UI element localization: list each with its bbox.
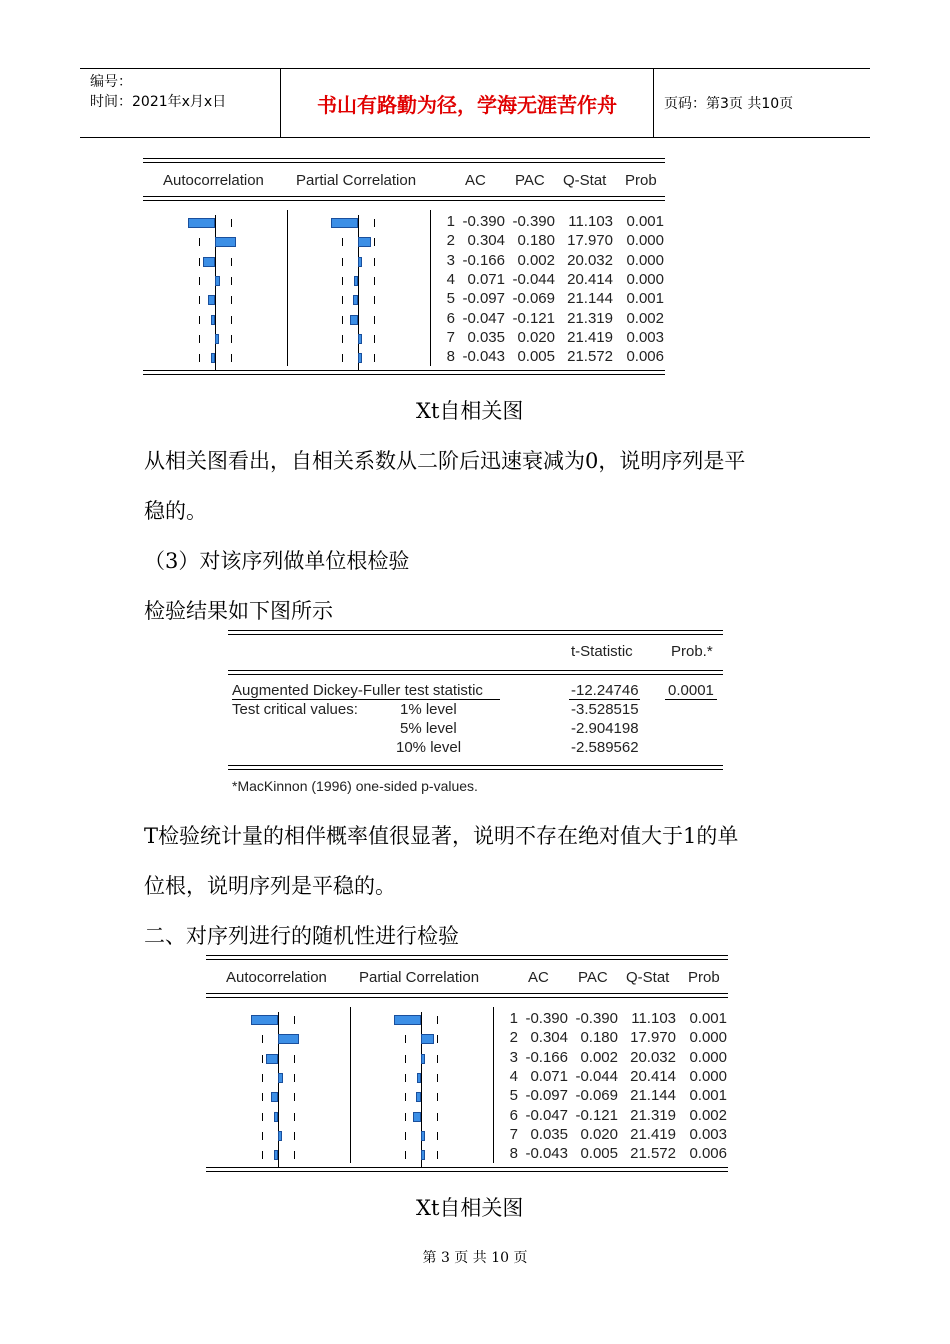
zero-axis <box>215 350 216 370</box>
zero-axis <box>421 1070 422 1090</box>
prob-cell: 0.006 <box>689 1145 727 1163</box>
ac-cell: -0.390 <box>462 213 505 230</box>
table-rule <box>228 765 723 770</box>
ac-cell: -0.390 <box>525 1010 568 1027</box>
zero-axis <box>421 1012 422 1032</box>
zero-axis <box>278 1147 279 1167</box>
lag-cell: 3 <box>509 1048 518 1066</box>
time-label: 时间：2021年x月x日 <box>90 94 227 110</box>
page-footer: 第 3 页 共 10 页 <box>422 1250 528 1266</box>
ac-cell: -0.043 <box>462 348 505 366</box>
lag-cell: 7 <box>446 328 455 346</box>
confidence-bound <box>294 1016 295 1024</box>
ac-bar <box>188 218 215 228</box>
confidence-bound <box>437 1151 438 1159</box>
header-q-stat: Q-Stat <box>563 172 607 189</box>
figure-caption: Xt自相关图 <box>416 1196 524 1220</box>
page-label: 页码：第3页 共10页 <box>664 96 794 112</box>
pac-bar <box>350 315 358 325</box>
q-stat-cell: 21.319 <box>567 309 613 327</box>
confidence-bound <box>437 1016 438 1024</box>
prob-cell: 0.001 <box>626 213 664 230</box>
confidence-bound <box>262 1093 263 1101</box>
q-stat-cell: 11.103 <box>631 1010 676 1027</box>
confidence-bound <box>437 1055 438 1063</box>
confidence-bound <box>342 238 343 246</box>
panel-divider <box>493 1007 494 1163</box>
paragraph: 从相关图看出，自相关系数从二阶后迅速衰减为0，说明序列是平 <box>144 449 746 473</box>
confidence-bound <box>231 296 232 304</box>
table-rule <box>143 158 665 163</box>
confidence-bound <box>374 354 375 362</box>
pac-cell: -0.069 <box>512 290 555 308</box>
zero-axis <box>278 1012 279 1032</box>
confidence-bound <box>437 1132 438 1140</box>
lag-cell: 4 <box>446 270 455 288</box>
confidence-bound <box>405 1074 406 1082</box>
pac-cell: -0.044 <box>575 1067 618 1085</box>
pac-cell: -0.390 <box>512 213 555 230</box>
lag-cell: 5 <box>509 1087 518 1105</box>
pac-bar <box>413 1112 421 1122</box>
figure-caption: Xt自相关图 <box>416 399 524 423</box>
confidence-bound <box>374 296 375 304</box>
pac-bar <box>394 1015 421 1025</box>
confidence-bound <box>199 335 200 343</box>
ac-cell: -0.043 <box>525 1145 568 1163</box>
prob-cell: 0.000 <box>689 1048 727 1066</box>
confidence-bound <box>262 1132 263 1140</box>
header-partial-correlation: Partial Correlation <box>359 969 480 986</box>
confidence-bound <box>199 296 200 304</box>
confidence-bound <box>342 316 343 324</box>
ac-bar <box>215 237 236 247</box>
lag-cell: 2 <box>446 232 455 250</box>
confidence-bound <box>342 258 343 266</box>
header-meta <box>80 69 281 137</box>
confidence-bound <box>405 1151 406 1159</box>
pac-bar <box>358 353 362 363</box>
pac-bar <box>354 276 358 286</box>
label-underline <box>232 699 500 700</box>
ac-cell: -0.166 <box>525 1048 568 1066</box>
q-stat-cell: 11.103 <box>568 213 613 230</box>
header-autocorrelation: Autocorrelation <box>163 172 264 189</box>
confidence-bound <box>262 1113 263 1121</box>
confidence-bound <box>374 277 375 285</box>
table-rule <box>228 670 723 675</box>
confidence-bound <box>262 1055 263 1063</box>
confidence-bound <box>231 277 232 285</box>
ac-bar <box>278 1131 282 1141</box>
lag-cell: 4 <box>509 1067 518 1085</box>
section-heading: 二、对序列进行的随机性进行检验 <box>144 924 459 948</box>
lag-cell: 8 <box>509 1145 518 1163</box>
paragraph: 检验结果如下图所示 <box>144 599 333 623</box>
confidence-bound <box>374 258 375 266</box>
lag-cell: 6 <box>446 309 455 327</box>
prob-cell: 0.001 <box>689 1087 727 1105</box>
pac-cell: -0.044 <box>512 270 555 288</box>
lag-cell: 1 <box>446 213 455 230</box>
header-pac: PAC <box>578 969 608 986</box>
ac-bar <box>251 1015 278 1025</box>
confidence-bound <box>231 316 232 324</box>
ac-cell: -0.047 <box>525 1106 568 1124</box>
confidence-bound <box>437 1035 438 1043</box>
value-underline <box>665 699 717 700</box>
level-label: 10% level <box>396 739 462 756</box>
section-heading: （3）对该序列做单位根检验 <box>144 549 410 573</box>
table-rule <box>206 993 728 998</box>
lag-cell: 7 <box>509 1125 518 1143</box>
lag-cell: 8 <box>446 348 455 366</box>
pac-cell: -0.390 <box>575 1010 618 1027</box>
prob-cell: 0.002 <box>689 1106 727 1124</box>
prob-cell: 0.001 <box>626 290 664 308</box>
ac-bar <box>274 1112 278 1122</box>
confidence-bound <box>342 296 343 304</box>
ac-bar <box>271 1092 278 1102</box>
confidence-bound <box>262 1151 263 1159</box>
level-value: -2.904198 <box>571 720 639 737</box>
prob-cell: 0.003 <box>689 1125 727 1143</box>
zero-axis <box>215 312 216 332</box>
pac-cell: -0.121 <box>575 1106 618 1124</box>
pac-bar <box>331 218 358 228</box>
confidence-bound <box>437 1113 438 1121</box>
level-label: 5% level <box>400 720 457 737</box>
ac-bar <box>211 353 215 363</box>
panel-divider <box>287 210 288 366</box>
lag-cell: 1 <box>509 1010 518 1027</box>
header-pac: PAC <box>515 172 545 189</box>
lag-cell: 2 <box>509 1029 518 1047</box>
q-stat-cell: 17.970 <box>630 1029 676 1047</box>
pac-cell: 0.020 <box>517 328 555 346</box>
q-stat-cell: 21.419 <box>567 328 613 346</box>
header-ac: AC <box>465 172 486 189</box>
prob-cell: 0.000 <box>689 1029 727 1047</box>
pac-cell: 0.005 <box>517 348 555 366</box>
pac-bar <box>358 257 362 267</box>
prob-cell: 0.003 <box>626 328 664 346</box>
table-rule <box>143 196 665 201</box>
pac-bar <box>417 1073 421 1083</box>
zero-axis <box>358 292 359 312</box>
prob-cell: 0.000 <box>689 1067 727 1085</box>
header-partial-correlation: Partial Correlation <box>296 172 417 189</box>
confidence-bound <box>405 1113 406 1121</box>
ac-cell: -0.097 <box>462 290 505 308</box>
pac-bar <box>421 1034 434 1044</box>
lag-cell: 5 <box>446 290 455 308</box>
pac-cell: 0.005 <box>580 1145 618 1163</box>
level-value: -2.589562 <box>571 739 639 756</box>
confidence-bound <box>294 1151 295 1159</box>
ac-cell: -0.166 <box>462 251 505 269</box>
panel-divider <box>430 210 431 366</box>
prob-cell: 0.000 <box>626 270 664 288</box>
header-ac: AC <box>528 969 549 986</box>
q-stat-cell: 20.032 <box>567 251 613 269</box>
level-label: 1% level <box>400 701 457 718</box>
confidence-bound <box>262 1035 263 1043</box>
confidence-bound <box>405 1132 406 1140</box>
ac-cell: 0.304 <box>530 1029 568 1047</box>
col-header-t-statistic: t-Statistic <box>571 643 633 660</box>
paragraph: 位根，说明序列是平稳的。 <box>144 874 396 898</box>
lag-cell: 3 <box>446 251 455 269</box>
ac-bar <box>266 1054 278 1064</box>
correlogram-table <box>206 955 728 1173</box>
adf-test-table <box>228 630 723 800</box>
level-value: -3.528515 <box>571 701 639 718</box>
zero-axis <box>215 254 216 274</box>
confidence-bound <box>374 219 375 227</box>
table-rule <box>143 370 665 375</box>
zero-axis <box>215 292 216 312</box>
zero-axis <box>358 215 359 235</box>
confidence-bound <box>374 335 375 343</box>
confidence-bound <box>199 316 200 324</box>
ac-bar <box>215 334 219 344</box>
q-stat-cell: 20.414 <box>567 270 613 288</box>
pac-cell: 0.180 <box>580 1029 618 1047</box>
confidence-bound <box>342 335 343 343</box>
pac-bar <box>421 1131 425 1141</box>
pac-cell: -0.069 <box>575 1087 618 1105</box>
ac-cell: -0.047 <box>462 309 505 327</box>
ac-cell: 0.071 <box>467 270 505 288</box>
paragraph: T检验统计量的相伴概率值很显著，说明不存在绝对值大于1的单 <box>144 824 739 848</box>
confidence-bound <box>374 238 375 246</box>
q-stat-cell: 21.144 <box>567 290 613 308</box>
prob-cell: 0.002 <box>626 309 664 327</box>
ac-bar <box>203 257 215 267</box>
confidence-bound <box>294 1074 295 1082</box>
confidence-bound <box>294 1093 295 1101</box>
q-stat-cell: 21.572 <box>567 348 613 366</box>
confidence-bound <box>199 258 200 266</box>
confidence-bound <box>405 1055 406 1063</box>
confidence-bound <box>294 1055 295 1063</box>
header-autocorrelation: Autocorrelation <box>226 969 327 986</box>
confidence-bound <box>231 335 232 343</box>
confidence-bound <box>405 1093 406 1101</box>
header-prob: Prob <box>688 969 720 986</box>
zero-axis <box>278 1089 279 1109</box>
table-rule <box>206 1167 728 1172</box>
confidence-bound <box>294 1113 295 1121</box>
confidence-bound <box>231 354 232 362</box>
confidence-bound <box>437 1093 438 1101</box>
zero-axis <box>421 1089 422 1109</box>
ac-cell: -0.097 <box>525 1087 568 1105</box>
prob-cell: 0.000 <box>626 251 664 269</box>
confidence-bound <box>231 258 232 266</box>
confidence-bound <box>342 277 343 285</box>
q-stat-cell: 17.970 <box>567 232 613 250</box>
paragraph: 稳的。 <box>144 499 207 523</box>
pac-cell: -0.121 <box>512 309 555 327</box>
q-stat-cell: 21.419 <box>630 1125 676 1143</box>
header-q-stat: Q-Stat <box>626 969 670 986</box>
confidence-bound <box>437 1074 438 1082</box>
pac-bar <box>358 237 371 247</box>
adf-statistic-label: Augmented Dickey-Fuller test statistic <box>232 682 483 699</box>
ac-bar <box>274 1150 278 1160</box>
pac-cell: 0.002 <box>517 251 555 269</box>
pac-cell: 0.180 <box>517 232 555 250</box>
ac-cell: 0.035 <box>530 1125 568 1143</box>
header-motto: 书山有路勤为径，学海无涯苦作舟 <box>281 69 654 137</box>
pac-cell: 0.002 <box>580 1048 618 1066</box>
prob-cell: 0.006 <box>626 348 664 366</box>
zero-axis <box>215 215 216 235</box>
ac-cell: 0.304 <box>467 232 505 250</box>
q-stat-cell: 21.572 <box>630 1145 676 1163</box>
ac-bar <box>278 1073 283 1083</box>
zero-axis <box>421 1109 422 1129</box>
confidence-bound <box>231 219 232 227</box>
zero-axis <box>278 1051 279 1071</box>
panel-divider <box>350 1007 351 1163</box>
confidence-bound <box>262 1074 263 1082</box>
pac-bar <box>353 295 358 305</box>
page-header <box>80 68 870 138</box>
confidence-bound <box>374 316 375 324</box>
header-prob: Prob <box>625 172 657 189</box>
ac-bar <box>208 295 215 305</box>
confidence-bound <box>199 277 200 285</box>
pac-bar <box>421 1150 425 1160</box>
ac-cell: 0.035 <box>467 328 505 346</box>
zero-axis <box>358 273 359 293</box>
pac-bar <box>358 334 362 344</box>
q-stat-cell: 21.319 <box>630 1106 676 1124</box>
adf-p-value: 0.0001 <box>668 682 714 699</box>
ac-bar <box>278 1034 299 1044</box>
value-underline <box>569 699 640 700</box>
prob-cell: 0.001 <box>689 1010 727 1027</box>
q-stat-cell: 20.032 <box>630 1048 676 1066</box>
confidence-bound <box>405 1035 406 1043</box>
table-rule <box>206 955 728 960</box>
critical-values-label: Test critical values: <box>232 701 358 718</box>
adf-t-value: -12.24746 <box>571 682 639 699</box>
prob-cell: 0.000 <box>626 232 664 250</box>
col-header-prob: Prob.* <box>671 643 713 660</box>
pac-bar <box>421 1054 425 1064</box>
q-stat-cell: 21.144 <box>630 1087 676 1105</box>
confidence-bound <box>342 354 343 362</box>
number-label: 编号： <box>90 74 132 90</box>
table-note: *MacKinnon (1996) one-sided p-values. <box>232 778 478 794</box>
ac-cell: 0.071 <box>530 1067 568 1085</box>
table-rule <box>228 630 723 635</box>
zero-axis <box>278 1109 279 1129</box>
ac-bar <box>215 276 220 286</box>
zero-axis <box>358 312 359 332</box>
pac-cell: 0.020 <box>580 1125 618 1143</box>
q-stat-cell: 20.414 <box>630 1067 676 1085</box>
lag-cell: 6 <box>509 1106 518 1124</box>
pac-bar <box>416 1092 421 1102</box>
confidence-bound <box>199 238 200 246</box>
ac-bar <box>211 315 215 325</box>
confidence-bound <box>294 1132 295 1140</box>
confidence-bound <box>199 354 200 362</box>
correlogram-table <box>143 158 665 376</box>
